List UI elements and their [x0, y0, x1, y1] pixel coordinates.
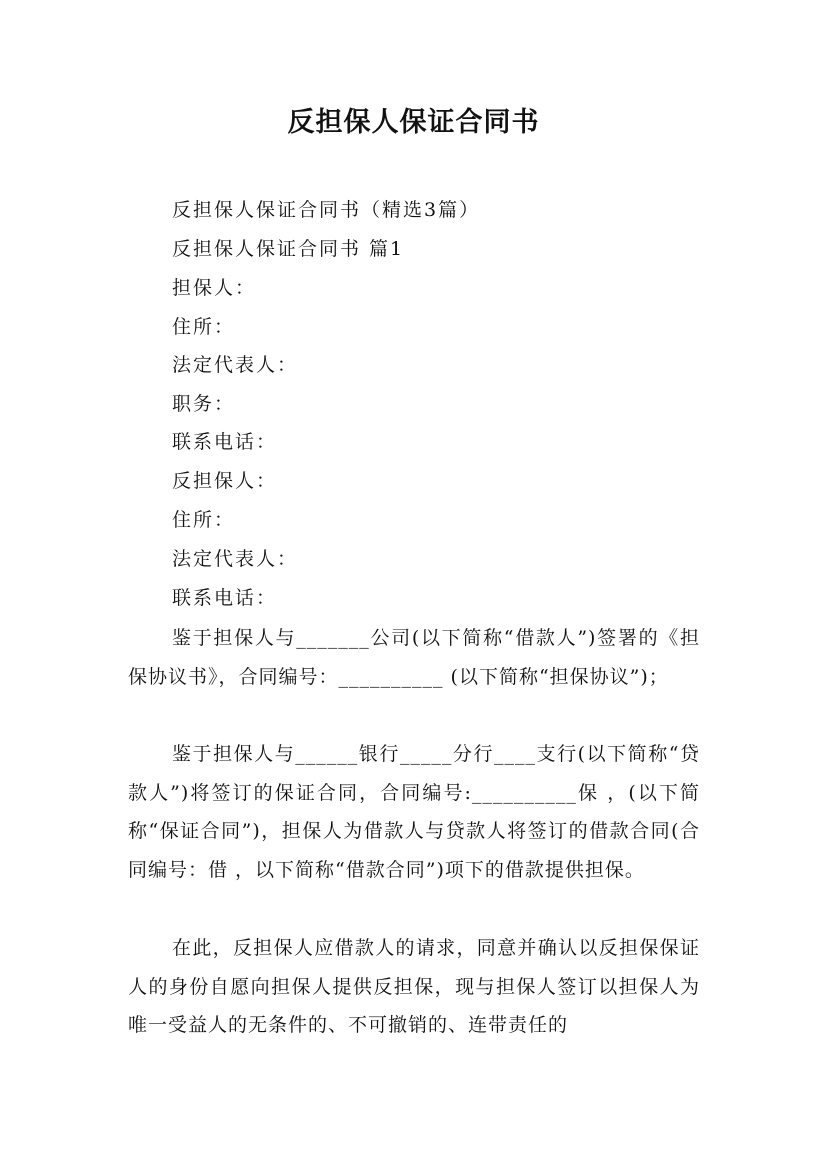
guarantor-label: 担保人：: [172, 277, 257, 299]
subtitle-line: 反担保人保证合同书（精选3篇）: [172, 199, 481, 221]
counter-guarantor-phone-label: 联系电话：: [172, 587, 278, 609]
paragraph-guarantee-contract: 鉴于担保人与______银行_____分行____支行(以下简称“贷款人”)将签订的保证合同，合同编号:__________保 ，(以下简称“保证合同”)，担保人为借款人与贷款人将签订的借款合同(合同编号：借 ，以下简称“借款合同”)项下的借款提供担保。: [128, 743, 700, 881]
paragraph-counter-guarantee: 在此，反担保人应借款人的请求，同意并确认以反担保保证人的身份自愿向担保人提供反担保，现与担保人签订以担保人为唯一受益人的无条件的、不可撤销的、连带责任的: [128, 937, 700, 1037]
document-title: 反担保人保证合同书: [287, 107, 540, 138]
guarantor-address-label: 住所：: [172, 316, 236, 338]
paragraph-guarantee-agreement: 鉴于担保人与_______公司(以下简称“借款人”)签署的《担保协议书》，合同编号：__________ (以下简称“担保协议”)；: [128, 627, 700, 688]
counter-guarantor-legal-rep-label: 法定代表人：: [172, 548, 299, 570]
section-heading: 反担保人保证合同书 篇1: [172, 238, 405, 260]
counter-guarantor-label: 反担保人：: [172, 470, 278, 492]
counter-guarantor-address-label: 住所：: [172, 509, 236, 531]
guarantor-legal-rep-label: 法定代表人：: [172, 354, 299, 376]
guarantor-phone-label: 联系电话：: [172, 431, 278, 453]
guarantor-position-label: 职务：: [172, 393, 236, 415]
